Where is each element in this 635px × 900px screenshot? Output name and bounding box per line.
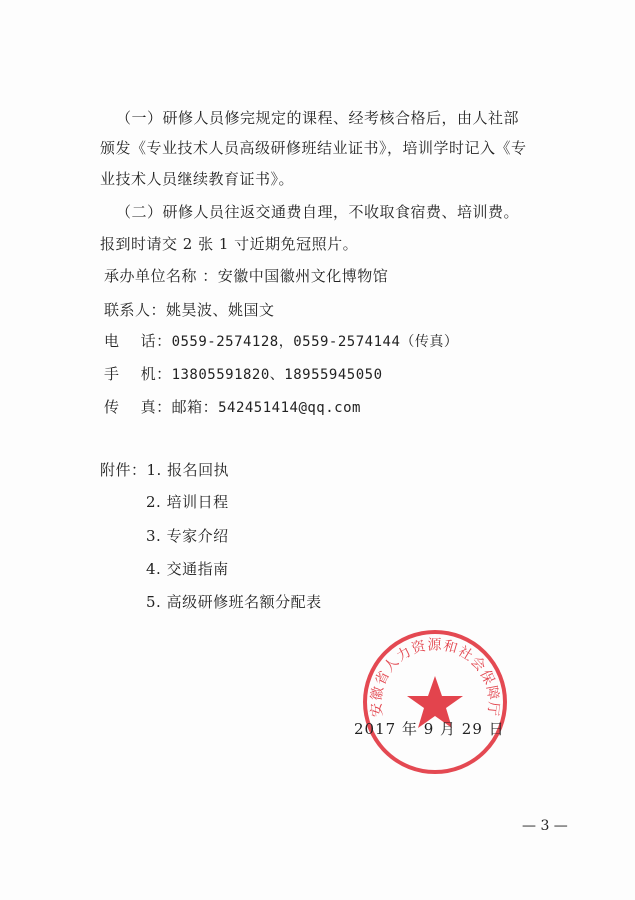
contact-person: 联系人：姚昊波、姚国文 bbox=[104, 301, 275, 319]
attachment-item: 3. 专家介绍 bbox=[146, 527, 229, 545]
phone-value: 0559-2574128，0559-2574144（传真） bbox=[171, 334, 459, 350]
mobile-value: 13805591820、18955945050 bbox=[171, 367, 383, 383]
phone-row bbox=[104, 331, 458, 352]
mobile-row bbox=[104, 364, 383, 385]
attachment-item: 4. 交通指南 bbox=[146, 560, 229, 578]
attachment-item: 2. 培训日程 bbox=[146, 493, 229, 511]
attachment-item: 5. 高级研修班名额分配表 bbox=[146, 593, 322, 611]
paragraph-2-line-2: 报到时请交 2 张 1 寸近期免冠照片。 bbox=[100, 235, 359, 253]
attachments-label bbox=[100, 460, 229, 480]
page-number: — 3 — bbox=[522, 818, 568, 834]
official-seal-icon bbox=[355, 622, 515, 782]
fax-label: 传 真： bbox=[104, 398, 172, 416]
email-label: 邮箱： bbox=[171, 398, 219, 416]
mobile-label: 手 机： bbox=[104, 365, 172, 383]
attachment-item: 1. 报名回执 bbox=[146, 461, 230, 479]
seal-text: 安徽省人力资源和社会保障厅 bbox=[368, 637, 502, 718]
paragraph-1-line-1: （一）研修人员修完规定的课程、经考核合格后，由人社部 bbox=[116, 109, 520, 127]
attachments-label-text: 附件： bbox=[100, 461, 147, 479]
organizer-name: 承办单位名称 ：安徽中国徽州文化博物馆 bbox=[104, 267, 389, 285]
paragraph-2-line-1: （二）研修人员往返交通费自理，不收取食宿费、培训费。 bbox=[116, 203, 520, 221]
paragraph-1-line-3: 业技术人员继续教育证书》。 bbox=[100, 170, 295, 188]
fax-email-row bbox=[104, 397, 361, 418]
email-value: 542451414@qq.com bbox=[218, 400, 361, 416]
issue-date: 2017 年 9 月 29 日 bbox=[354, 720, 505, 738]
phone-label: 电 话： bbox=[104, 332, 172, 350]
paragraph-1-line-2: 颁发《专业技术人员高级研修班结业证书》，培训学时记入《专 bbox=[100, 139, 527, 157]
